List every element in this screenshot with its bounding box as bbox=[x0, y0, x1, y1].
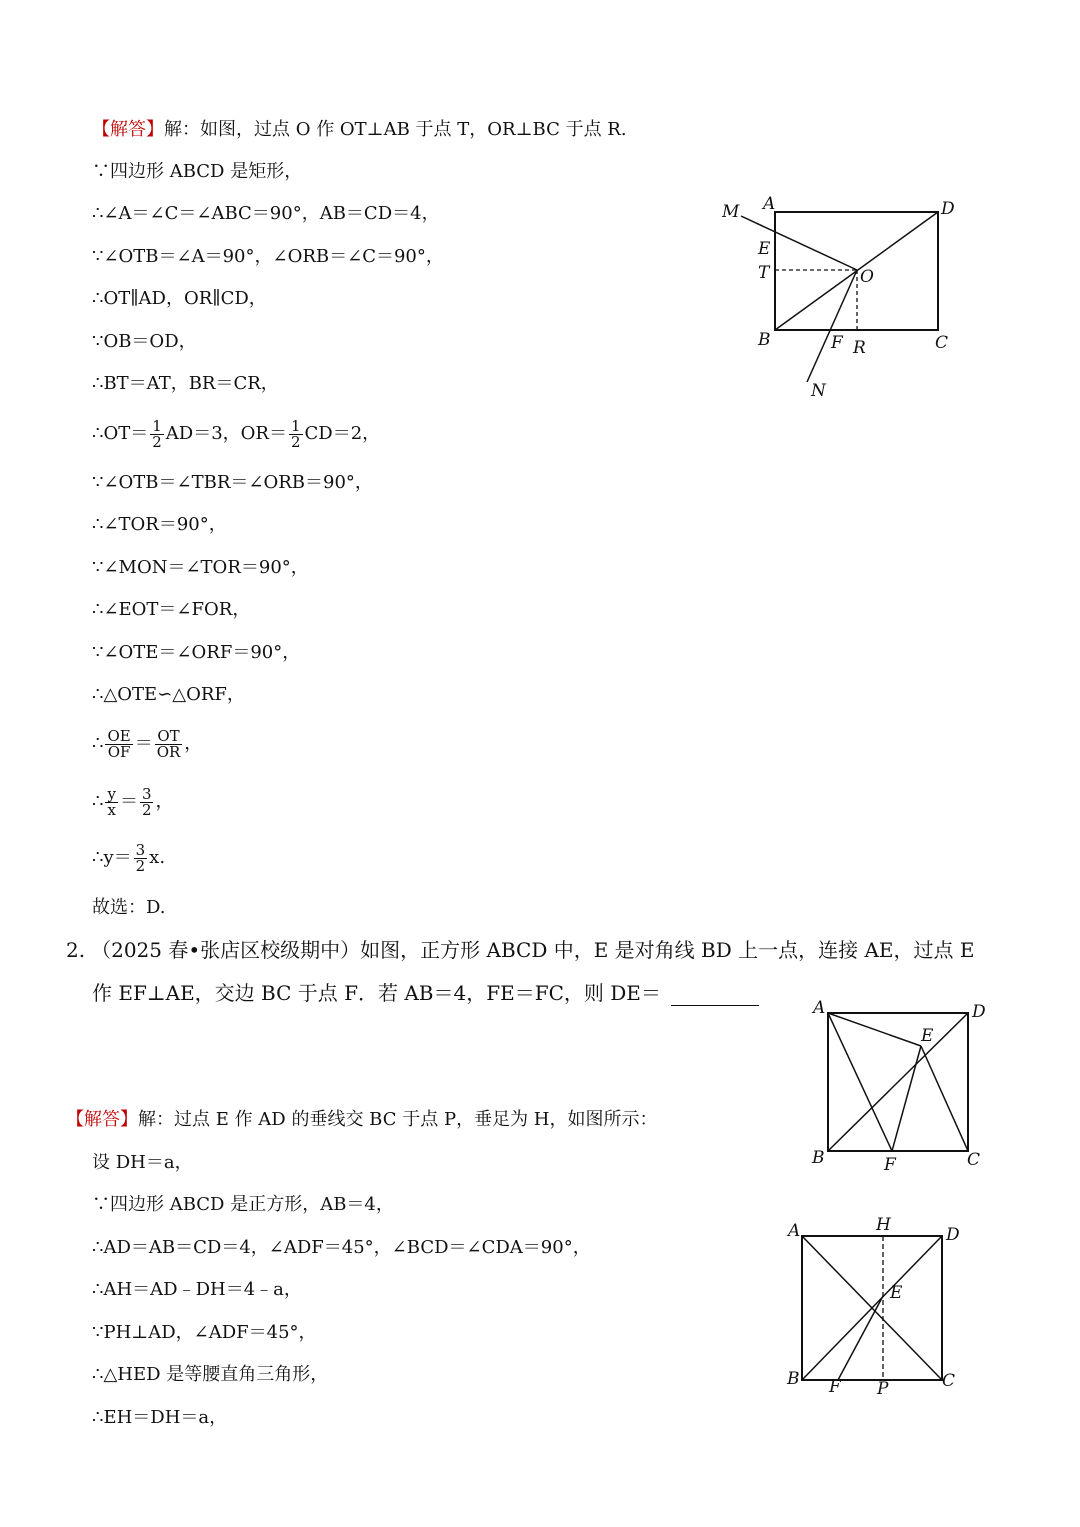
label-e: E bbox=[921, 1026, 934, 1046]
solution1-answer: 故选：D. bbox=[92, 897, 166, 918]
label-c: C bbox=[942, 1371, 956, 1391]
ray-on bbox=[807, 270, 857, 382]
figure-square-q2 bbox=[800, 995, 1000, 1175]
label-d: D bbox=[941, 199, 955, 219]
solution2-tag: 【解答】 bbox=[66, 1109, 138, 1130]
label-a: A bbox=[813, 998, 826, 1018]
solution1-line-8: ∴OT＝ $\frac{1}{2}$ AD＝3，OR＝ $\frac{1}{2}$ CD＝2， bbox=[92, 416, 381, 451]
label-b: B bbox=[812, 1148, 825, 1168]
label-p: P bbox=[877, 1379, 889, 1399]
solution1-line-7: ∴BT＝AT，BR＝CR， bbox=[92, 373, 279, 394]
answer-blank bbox=[671, 985, 759, 1006]
solution1-line-12: ∴∠EOT＝∠FOR， bbox=[92, 599, 251, 620]
solution2-line-6: ∵PH⊥AD，∠ADF＝45°， bbox=[92, 1322, 317, 1343]
solution1-line-2: ∵四边形 ABCD 是矩形， bbox=[92, 161, 303, 182]
label-a: A bbox=[763, 194, 776, 214]
solution2-line-5: ∴AH＝AD﹣DH＝4﹣a， bbox=[92, 1279, 302, 1300]
fraction: $\frac{1}{2}$ bbox=[152, 416, 162, 451]
solution2-line-7: ∴△HED 是等腰直角三角形， bbox=[92, 1364, 329, 1385]
label-e: E bbox=[890, 1283, 903, 1303]
label-b: B bbox=[758, 330, 771, 350]
figure-rectangle-abcd bbox=[715, 190, 975, 405]
solution1-line-16: ∴ $\frac{y}{x}$ ＝ $\frac{3}{2}$ ， bbox=[92, 784, 174, 819]
label-h: H bbox=[876, 1215, 891, 1235]
solution2-line-2: 设 DH＝a， bbox=[92, 1152, 193, 1173]
label-a: A bbox=[788, 1221, 801, 1241]
label-c: C bbox=[935, 333, 949, 353]
figure-square-solution2 bbox=[780, 1212, 980, 1402]
solution1-line-4: ∵∠OTB＝∠A＝90°，∠ORB＝∠C＝90°， bbox=[92, 246, 444, 267]
fraction: $\frac{OT}{OR}$ bbox=[156, 726, 181, 761]
label-r: R bbox=[853, 338, 866, 358]
fraction: $\frac{OE}{OF}$ bbox=[107, 726, 131, 761]
solution1-line-11: ∵∠MON＝∠TOR＝90°， bbox=[92, 557, 309, 578]
solution1-line-13: ∵∠OTE＝∠ORF＝90°， bbox=[92, 642, 301, 663]
label-t: T bbox=[758, 263, 770, 283]
solution2-line-1: 【解答】解：过点 E 作 AD 的垂线交 BC 于点 P，垂足为 H，如图所示： bbox=[66, 1109, 658, 1130]
label-f: F bbox=[829, 1377, 841, 1397]
label-b: B bbox=[787, 1369, 800, 1389]
label-f: F bbox=[831, 333, 843, 353]
solution2-line-4: ∴AD＝AB＝CD＝4，∠ADF＝45°，∠BCD＝∠CDA＝90°， bbox=[92, 1237, 591, 1258]
label-m: M bbox=[722, 202, 740, 222]
fraction: $\frac{1}{2}$ bbox=[290, 416, 301, 451]
solution1-line-6: ∵OB＝OD， bbox=[92, 331, 197, 352]
label-n: N bbox=[811, 381, 826, 401]
solution1-line-3: ∴∠A＝∠C＝∠ABC＝90°，AB＝CD＝4， bbox=[92, 203, 440, 224]
fraction: $\frac{y}{x}$ bbox=[107, 784, 116, 819]
question2-line-2: 作 EF⊥AE，交边 BC 于点 F．若 AB＝4，FE＝FC，则 DE＝ bbox=[92, 980, 759, 1006]
solution2-line-3: ∵四边形 ABCD 是正方形，AB＝4， bbox=[92, 1194, 394, 1215]
solution1-line-14: ∴△OTE∽△ORF， bbox=[92, 684, 245, 705]
fraction: $\frac{3}{2}$ bbox=[141, 784, 152, 819]
solution1-line-1: 【解答】解：如图，过点 O 作 OT⊥AB 于点 T，OR⊥BC 于点 R. bbox=[92, 119, 627, 140]
fraction: $\frac{3}{2}$ bbox=[135, 840, 146, 875]
solution1-line-9: ∵∠OTB＝∠TBR＝∠ORB＝90°， bbox=[92, 472, 373, 493]
label-f: F bbox=[884, 1155, 896, 1175]
label-c: C bbox=[967, 1150, 981, 1170]
label-e: E bbox=[758, 239, 771, 259]
solution1-line-10: ∴∠TOR＝90°， bbox=[92, 514, 227, 535]
solution1-line-17: ∴y＝ $\frac{3}{2}$ x. bbox=[92, 840, 166, 875]
label-d: D bbox=[972, 1002, 986, 1022]
label-o: O bbox=[860, 267, 874, 287]
question2-line-1: 2. （2025 春•张店区校级期中）如图，正方形 ABCD 中，E 是对角线 BD 上一点，连接 AE，过点 E bbox=[66, 938, 975, 962]
label-d: D bbox=[946, 1225, 960, 1245]
solution2-line-8: ∴EH＝DH＝a， bbox=[92, 1407, 228, 1428]
solution1-line-5: ∴OT∥AD，OR∥CD， bbox=[92, 288, 267, 309]
solution1-tag: 【解答】 bbox=[92, 119, 164, 140]
solution1-line-15: ∴ $\frac{OE}{OF}$ ＝ $\frac{OT}{OR}$ ， bbox=[92, 726, 203, 761]
